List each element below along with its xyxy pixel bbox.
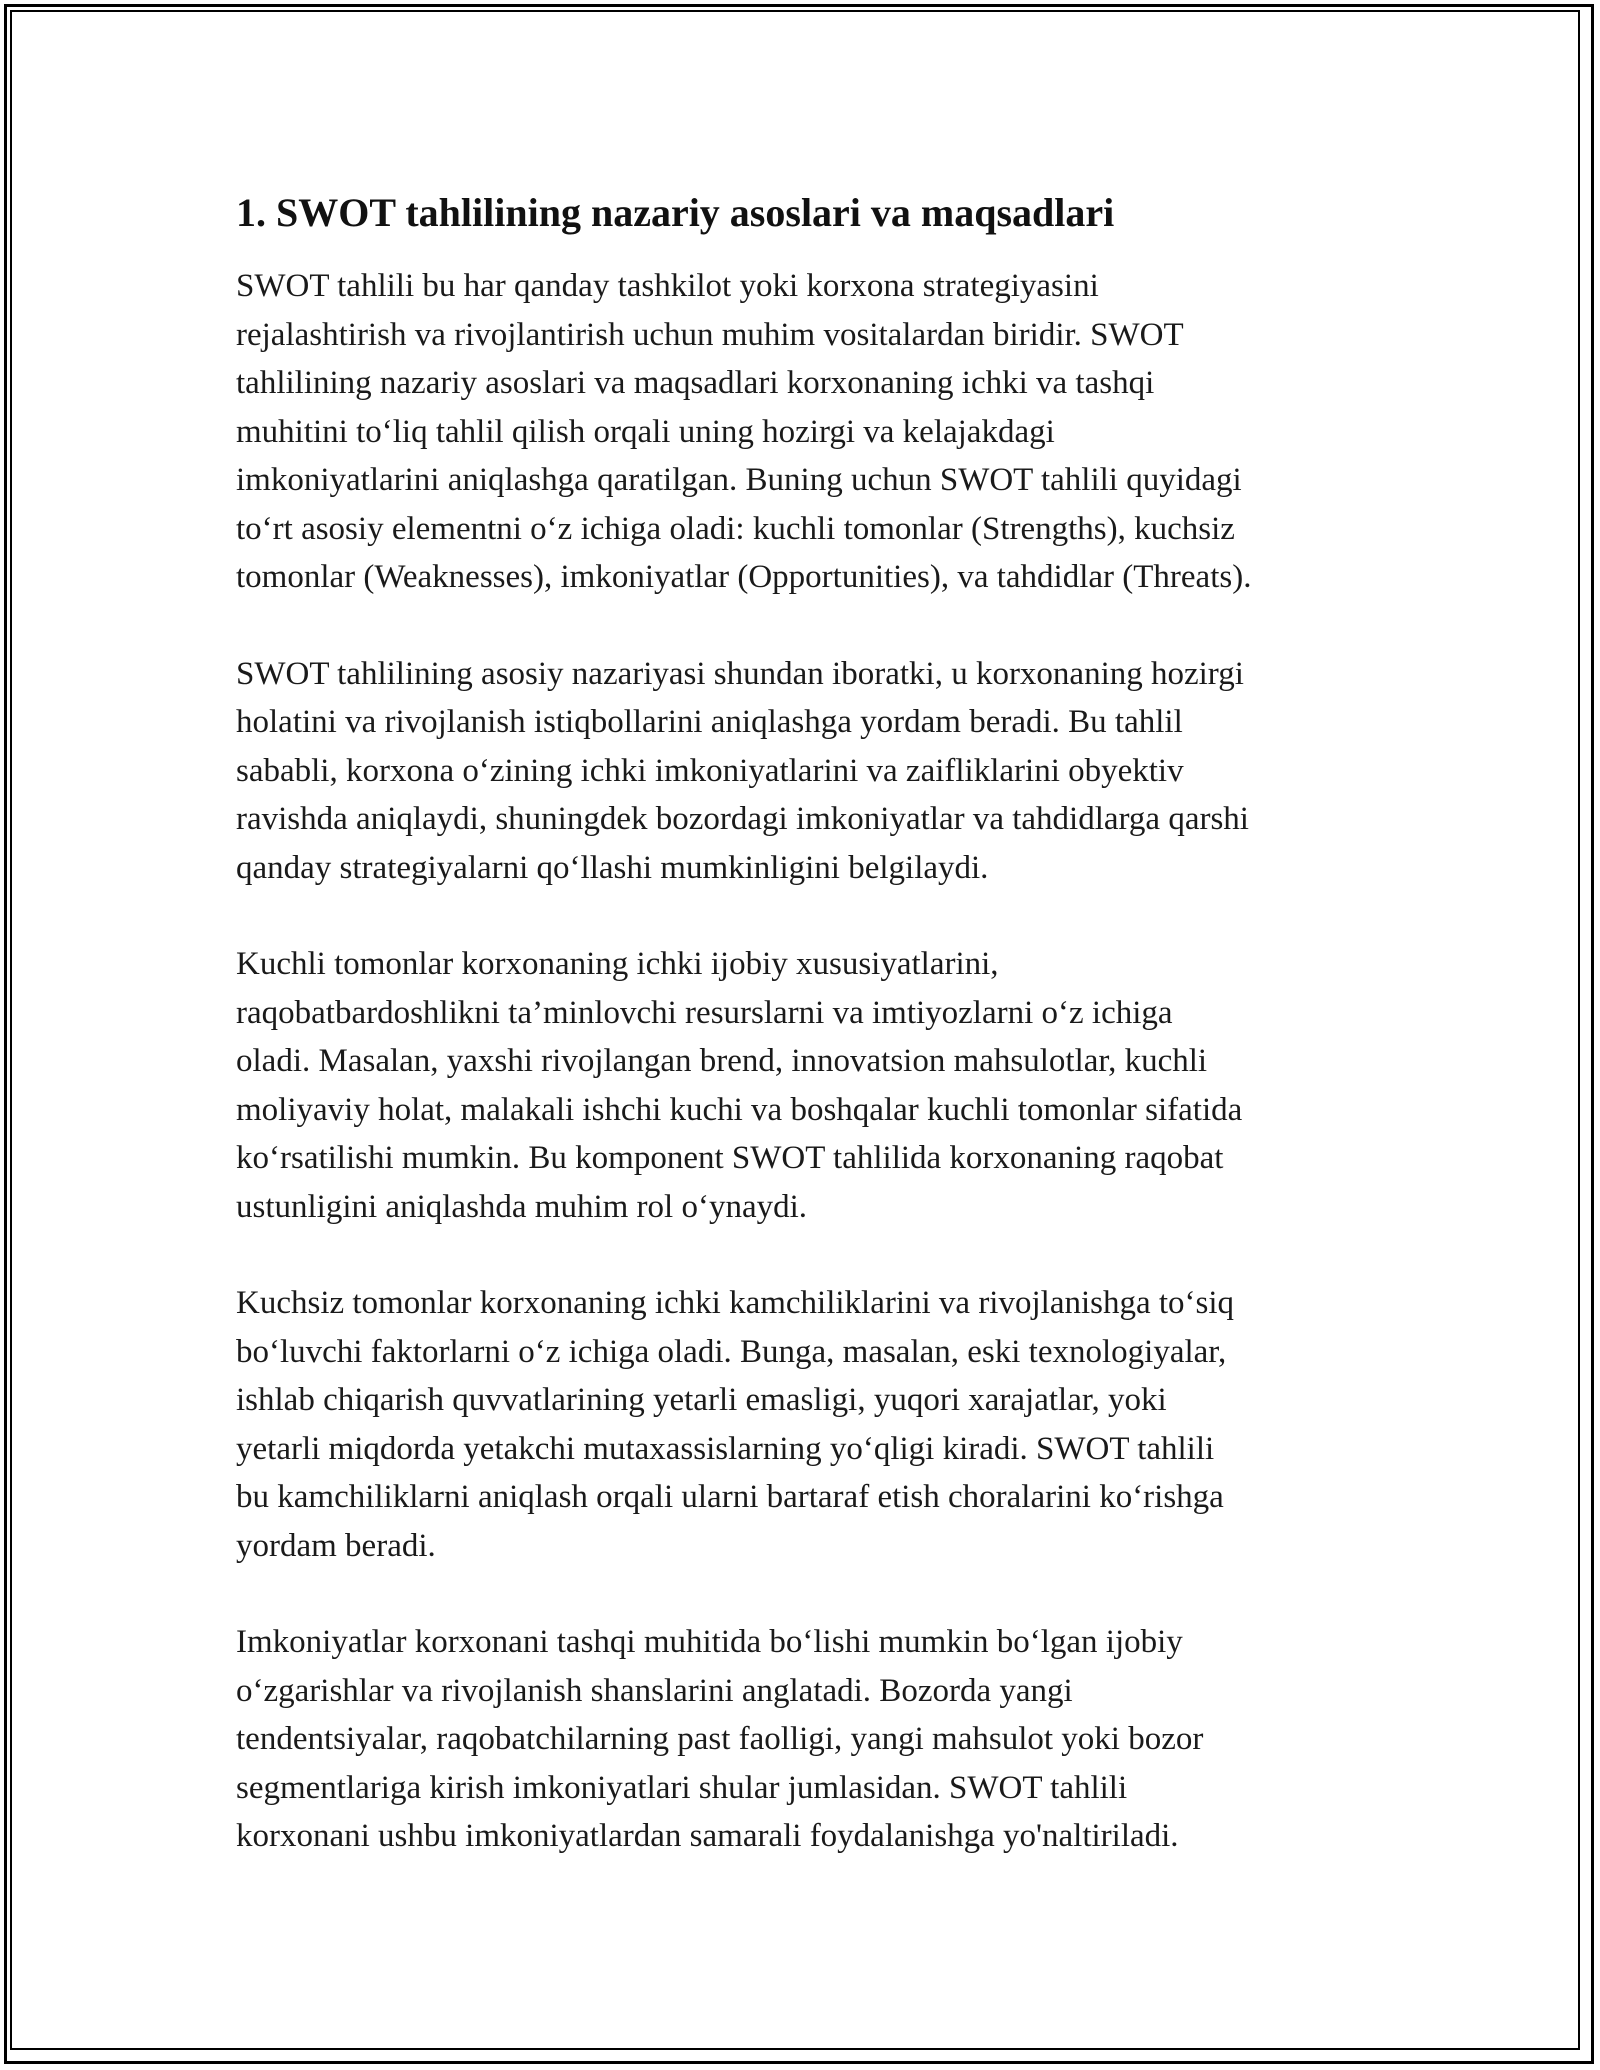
text-line: to‘rt asosiy elementni o‘z ichiga oladi: kuchli tomonlar (Strengths), kuchsiz: [236, 510, 1235, 547]
document-body: [236, 186, 1376, 1909]
text-line: rejalashtirish va rivojlantirish uchun muhim vositalardan biridir. SWOT: [236, 316, 1184, 353]
section-heading: 1. SWOT tahlilining nazariy asoslari va maqsadlari: [236, 190, 1115, 235]
text-line: muhitini to‘liq tahlil qilish orqali uning hozirgi va kelajakdagi: [236, 413, 1055, 450]
text-line: segmentlariga kirish imkoniyatlari shular jumlasidan. SWOT tahlili: [236, 1769, 1128, 1806]
text-line: oladi. Masalan, yaxshi rivojlangan brend, innovatsion mahsulotlar, kuchli: [236, 1043, 1208, 1079]
text-line: yetarli miqdorda yetakchi mutaxassislarning yo‘qligi kiradi. SWOT tahlili: [236, 1430, 1215, 1467]
text-line: tomonlar (Weaknesses), imkoniyatlar (Opportunities), va tahdidlar (Threats).: [236, 559, 1252, 595]
text-line: sababli, korxona o‘zining ichki imkoniyatlarini va zaifliklarini obyektiv: [236, 752, 1184, 789]
text-line: tahlilining nazariy asoslari va maqsadlari korxonaning ichki va tashqi: [236, 365, 1155, 401]
text-line: Kuchli tomonlar korxonaning ichki ijobiy xususiyatlarini,: [236, 946, 999, 982]
paragraph-4: [236, 1279, 1376, 1570]
text-line: ko‘rsatilishi mumkin. Bu komponent SWOT tahlilida korxonaning raqobat: [236, 1140, 1224, 1176]
text-line: bu kamchiliklarni aniqlash orqali ularni bartaraf etish choralarini ko‘rishga: [236, 1479, 1224, 1515]
text-line: Imkoniyatlar korxonani tashqi muhitida bo‘lishi mumkin bo‘lgan ijobiy: [236, 1624, 1183, 1660]
text-line: raqobatbardoshlikni ta’minlovchi resurslarni va imtiyozlarni o‘z ichiga: [236, 994, 1173, 1031]
text-line: moliyaviy holat, malakali ishchi kuchi va boshqalar kuchli tomonlar sifatida: [236, 1091, 1243, 1128]
text-line: Kuchsiz tomonlar korxonaning ichki kamchiliklarini va rivojlanishga to‘siq: [236, 1285, 1235, 1321]
paragraph-5: [236, 1618, 1376, 1861]
text-line: yordam beradi.: [236, 1527, 436, 1564]
text-line: ishlab chiqarish quvvatlarining yetarli emasligi, yuqori xarajatlar, yoki: [236, 1382, 1167, 1418]
text-line: holatini va rivojlanish istiqbollarini aniqlashga yordam beradi. Bu tahlil: [236, 704, 1183, 740]
text-line: imkoniyatlarini aniqlashga qaratilgan. Buning uchun SWOT tahlili quyidagi: [236, 462, 1242, 498]
text-line: o‘zgarishlar va rivojlanish shanslarini anglatadi. Bozorda yangi: [236, 1672, 1073, 1709]
text-line: ravishda aniqlaydi, shuningdek bozordagi imkoniyatlar va tahdidlarga qarshi: [236, 801, 1249, 837]
text-line: ustunligini aniqlashda muhim rol o‘ynaydi.: [236, 1188, 808, 1225]
paragraph-1: [236, 262, 1376, 602]
text-line: qanday strategiyalarni qo‘llashi mumkinligini belgilaydi.: [236, 849, 989, 886]
paragraph-2: [236, 650, 1376, 893]
text-line: tendentsiyalar, raqobatchilarning past faolligi, yangi mahsulot yoki bozor: [236, 1721, 1204, 1757]
text-line: SWOT tahlili bu har qanday tashkilot yoki korxona strategiyasini: [236, 268, 1099, 304]
paragraph-3: [236, 940, 1376, 1231]
text-line: korxonani ushbu imkoniyatlardan samarali foydalanishga yo'naltiriladi.: [236, 1818, 1179, 1854]
text-line: bo‘luvchi faktorlarni o‘z ichiga oladi. Bunga, masalan, eski texnologiyalar,: [236, 1333, 1227, 1370]
text-line: SWOT tahlilining asosiy nazariyasi shundan iboratki, u korxonaning hozirgi: [236, 655, 1244, 692]
